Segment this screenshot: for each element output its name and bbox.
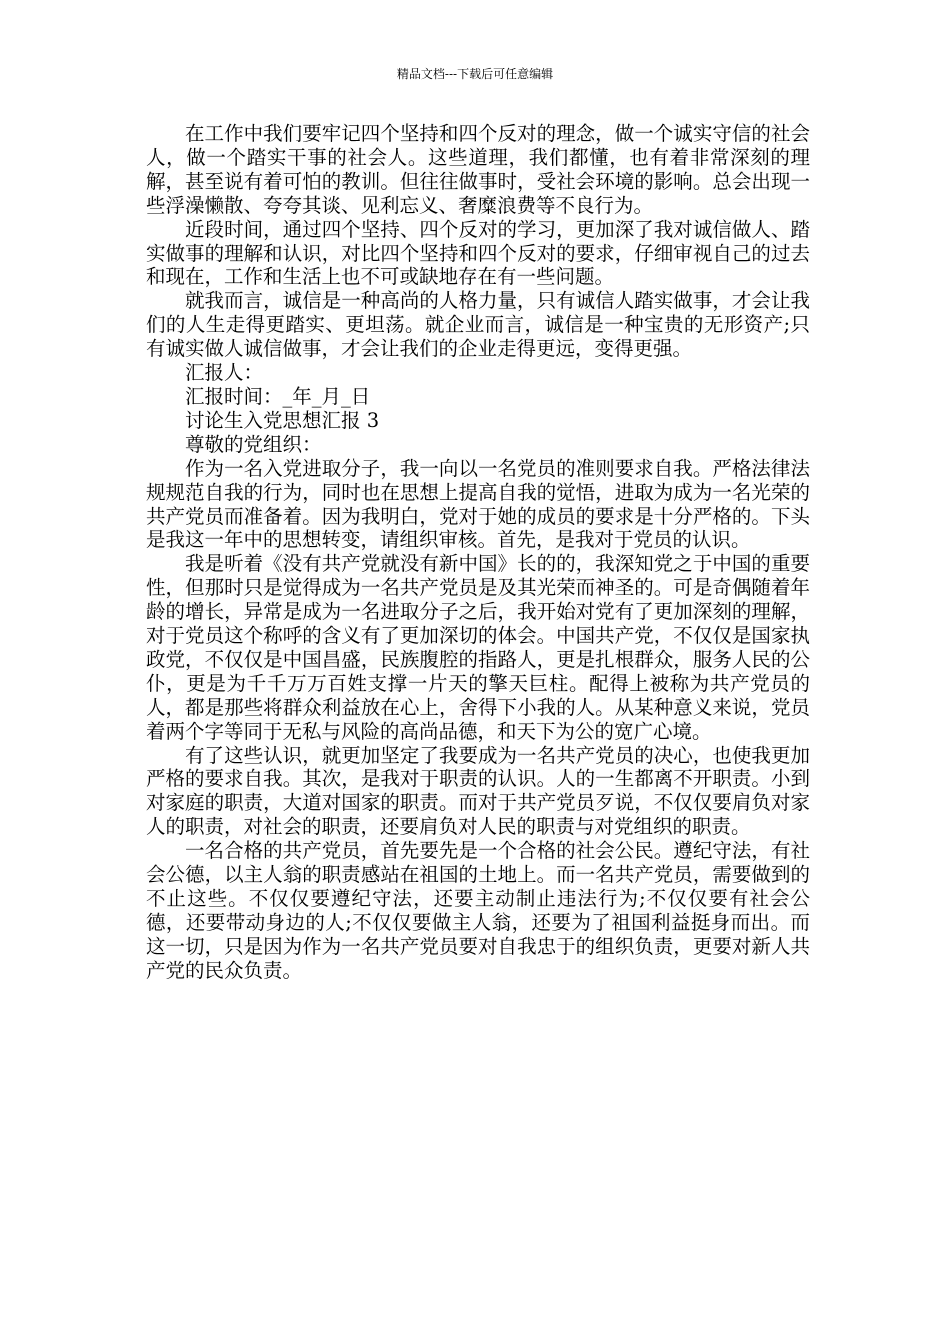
salutation: 尊敬的党组织： [185, 432, 322, 456]
paragraph-integrity-ideas: 在工作中我们要牢记四个坚持和四个反对的理念，做一个诚实守信的社会人，做一个踏实干事的社会人。这些道理，我们都懂，也有着非常深刻的理解，甚至说有着可怕的教训。但往往做事时，受社会环境的影响。总会出现一些浮澡懒散、夸夸其谈、见利忘义、奢糜浪费等不良行为。 [146, 122, 810, 217]
section-title: 讨论生入党思想汇报 3 [185, 408, 380, 432]
reporter-line: 汇报人： [185, 361, 264, 385]
paragraph-responsibility: 有了这些认识，就更加坚定了我要成为一名共产党员的决心，也使我更加严格的要求自我。其次，是我对于职责的认识。人的一生都离不开职责。小到对家庭的职责，大道对国家的职责。而对于共产党员歹说，不仅仅要肩负对家人的职责，对社会的职责，还要肩负对人民的职责与对党组织的职责。 [146, 743, 810, 839]
page-header: 精品文档---下载后可任意编辑 [396, 67, 554, 81]
paragraph-qualified-member: 一名合格的共产党员，首先要先是一个合格的社会公民。遵纪守法，有社会公德，以主人翁的职责感站在祖国的土地上。而一名共产党员，需要做到的不止这些。不仅仅要遵纪守法，还要主动制止违法行为;不仅仅要有社会公德，还要带动身边的人;不仅仅要做主人翁，还要为了祖国利益挺身而出。而这一切，只是因为作为一名共产党员要对自我忠于的组织负责，更要对新人共产党的民众负责。 [146, 839, 810, 982]
paragraph-self-requirement: 作为一名入党进取分子，我一向以一名党员的准则要求自我。严格法律法规规范自我的行为，同时也在思想上提高自我的觉悟，进取为成为一名光荣的共产党员而准备着。因为我明白，党对于她的成员的要求是十分严格的。下头是我这一年中的思想转变，请组织审核。首先，是我对于党员的认识。 [146, 456, 810, 552]
report-date-line: 汇报时间：_年_月_日 [185, 384, 371, 408]
paragraph-recent-study: 近段时间，通过四个坚持、四个反对的学习，更加深了我对诚信做人、踏实做事的理解和认识，对比四个坚持和四个反对的要求，仔细审视自己的过去和现在，工作和生活上也不可或缺地存在有一些问题。 [146, 217, 810, 289]
paragraph-integrity-value: 就我而言，诚信是一种高尚的人格力量，只有诚信人踏实做事，才会让我们的人生走得更踏实、更坦荡。就企业而言，诚信是一种宝贵的无形资产;只有诚实做人诚信做事，才会让我们的企业走得更远，变得更强。 [146, 289, 810, 361]
document-body [146, 122, 810, 983]
paragraph-party-understanding: 我是听着《没有共产党就没有新中国》长的的，我深知党之于中国的重要性，但那时只是觉得成为一名共产党员是及其光荣而神圣的。可是奇偶随着年龄的增长，异常是成为一名进取分子之后，我开始对党有了更加深刻的理解，对于党员这个称呼的含义有了更加深切的体会。中国共产党，不仅仅是国家执政党，不仅仅是中国昌盛，民族腹腔的指路人，更是扎根群众，服务人民的公仆，更是为千千万万百姓支撑一片天的擎天巨柱。配得上被称为共产党员的人，都是那些将群众利益放在心上，舍得下小我的人。从某种意义来说，党员着两个字等同于无私与风险的高尚品德，和天下为公的宽广心境。 [146, 552, 810, 743]
